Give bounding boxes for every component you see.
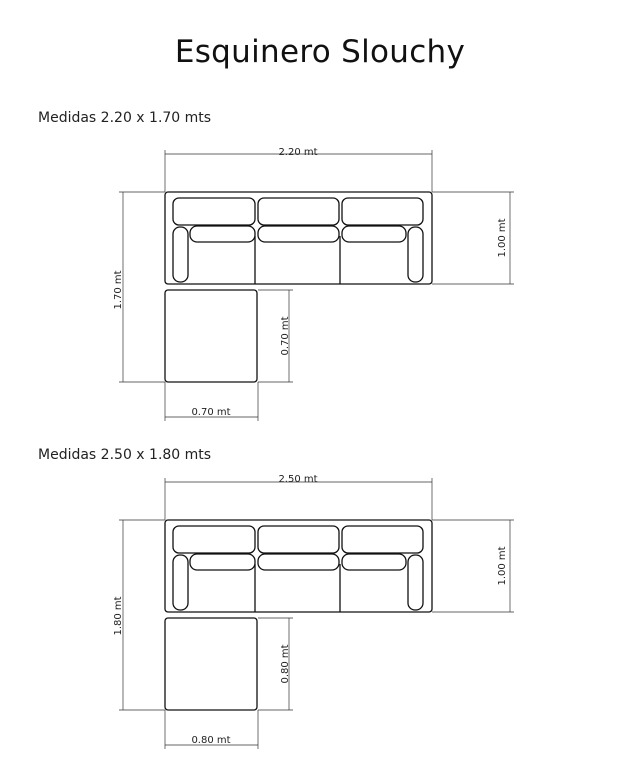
armrests	[173, 555, 423, 610]
sofa-diagram-2	[0, 468, 640, 753]
total-depth-dimension	[119, 520, 165, 710]
seat-cushions	[190, 554, 406, 570]
sofa-body	[165, 192, 432, 284]
back-cushions	[173, 526, 423, 553]
config-1-heading: Medidas 2.20 x 1.70 mts	[38, 110, 212, 126]
chaise-width-label: 0.80 mt	[191, 735, 231, 746]
total-width-label: 2.50 mt	[278, 474, 318, 485]
back-depth-label: 1.00 mt	[497, 218, 508, 258]
total-depth-label: 1.80 mt	[113, 596, 124, 636]
seat-cushions	[190, 226, 406, 242]
chaise-width-label: 0.70 mt	[191, 407, 231, 418]
total-depth-label: 1.70 mt	[113, 270, 124, 310]
chaise-module	[165, 618, 257, 710]
back-depth-label: 1.00 mt	[497, 546, 508, 586]
total-width-label: 2.20 mt	[278, 147, 318, 158]
back-cushions	[173, 198, 423, 225]
sofa-diagram-1	[0, 140, 640, 425]
config-2-heading: Medidas 2.50 x 1.80 mts	[38, 447, 212, 463]
chaise-depth-label: 0.80 mt	[280, 644, 291, 684]
sofa-body	[165, 520, 432, 612]
total-depth-dimension	[119, 192, 165, 382]
chaise-module	[165, 290, 257, 382]
page-title: Esquinero Slouchy	[174, 34, 466, 70]
armrests	[173, 227, 423, 282]
chaise-depth-label: 0.70 mt	[280, 316, 291, 356]
